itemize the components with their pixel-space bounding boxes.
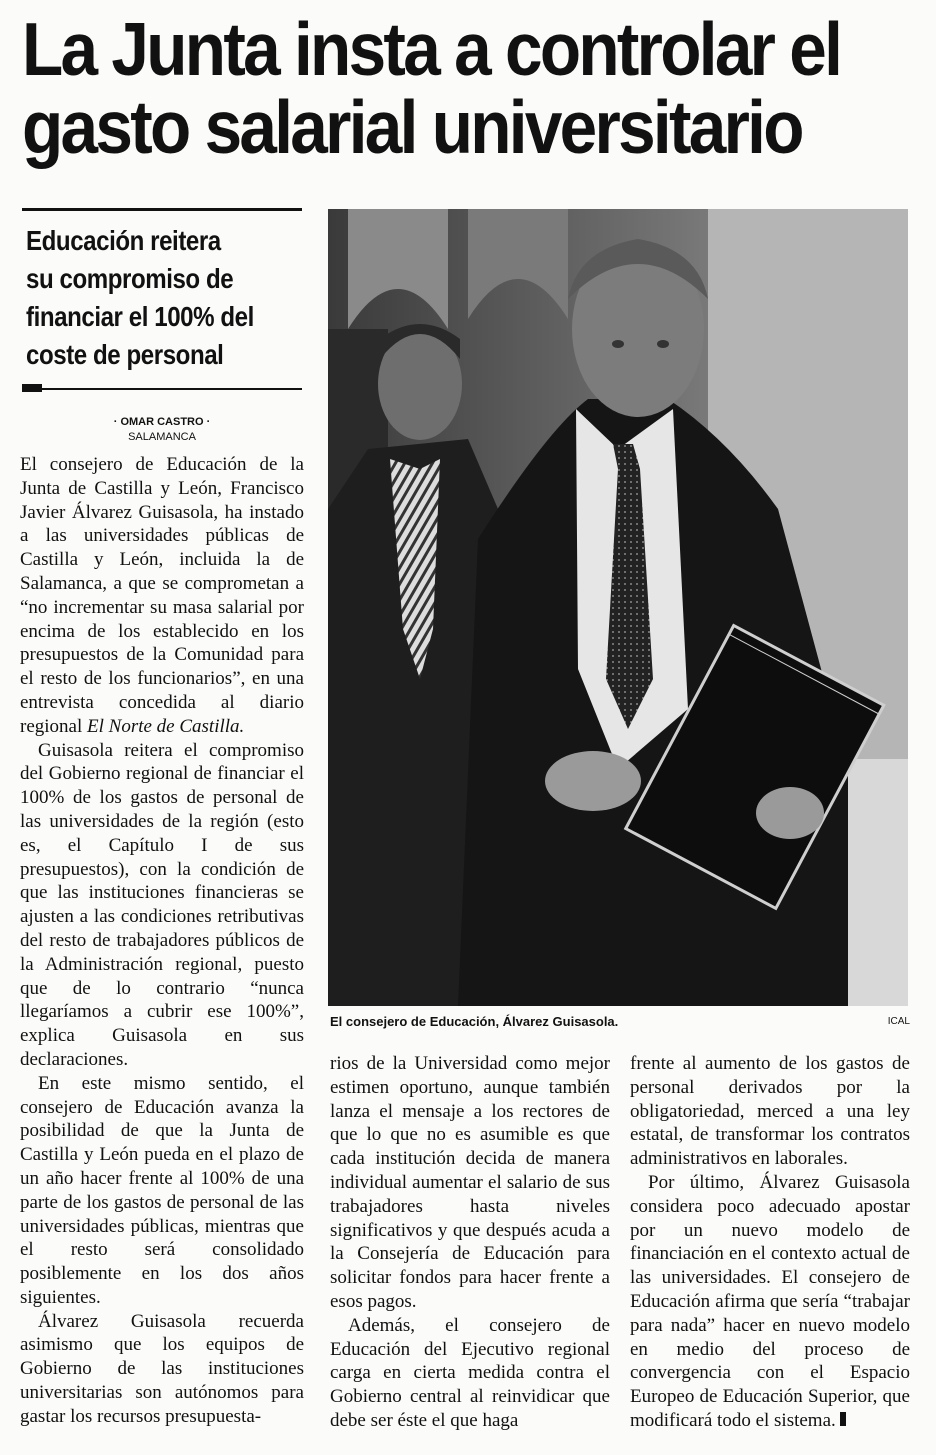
- news-photo: [328, 209, 908, 1006]
- article-column-2: [330, 1052, 610, 1433]
- paragraph-2: Guisasola reitera el compromiso del Gobierno regional de financiar el 100% de los gastos de personal de las universidades de la región (esto es, el Capítulo I de sus presupuestos), con la condición de que las instituciones financieras se ajusten a las condiciones retributivas del resto de trabajadores públicos de la Administración regional, puesto que de lo contrario “nunca llegaríamos a cubrir ese 100%”, explica Guisasola en sus declaraciones.: [20, 739, 304, 1070]
- photo-caption: El consejero de Educación, Álvarez Guisasola.: [330, 1014, 619, 1029]
- paragraph-1-text: El consejero de Educación de la Junta de Castilla y León, Francisco Javier Álvarez Guisasola, ha instado a las universidades públicas de Castilla y León, incluida la de Salamanca, a que se comprometan a “no incrementar su masa salarial por encima de los establecido en los presupuestos de la Comunidad para el resto de los funcionarios”, en una entrevista concedida al diario regional: [20, 454, 304, 737]
- section-rule-bottom: [22, 388, 302, 390]
- newspaper-name: El Norte de Castilla.: [87, 715, 245, 737]
- paragraph-6: Además, el consejero de Educación del Ejecutivo regional carga en cierta medida contra el Gobierno central al reinvidicar que debe ser éste el que haga: [330, 1314, 610, 1431]
- headline-line-1: La Junta insta a controlar el: [22, 7, 841, 91]
- subhead-line-3: financiar el 100% del: [26, 301, 254, 332]
- paragraph-8-text: Por último, Álvarez Guisasola considera poco adecuado apostar por un nuevo modelo de financiación en el contexto actual de las universidades. El consejero de Educación afirma que sería “trabajar para nada” hacer en nuevo modelo en medio del proceso de convergencia con el Espacio Europeo de Educación Superior, que modificará todo el sistema.: [630, 1171, 910, 1431]
- paragraph-8: [630, 1171, 910, 1433]
- photo-credit: ICAL: [887, 1016, 910, 1027]
- subhead-line-1: Educación reitera: [26, 225, 221, 256]
- paragraph-3: En este mismo sentido, el consejero de Educación avanza la posibilidad de que la Junta de Castilla y León pueda en el plazo de un año hacer frente al 100% de una parte de los gastos de personal de las universidades públicas, mientras que el resto será consolidado posiblemente en los dos años siguientes.: [20, 1072, 304, 1308]
- byline-location: SALAMANCA: [128, 431, 196, 443]
- article-column-1: [20, 453, 304, 1429]
- end-of-article-mark: [840, 1412, 846, 1426]
- paragraph-5: rios de la Universidad como mejor estimen oportuno, aunque también lanza el mensaje a los rectores de que lo que no es asumible es que cada institución decida de manera individual aumentar el salario de sus trabajadores hasta niveles significativos y que después acuda a la Consejería de Educación para solicitar fondos para hacer frente a esos pagos.: [330, 1053, 610, 1312]
- paragraph-7: frente al aumento de los gastos de personal derivados por la obligatoriedad, merced a una ley estatal, de transformar los contratos administrativos en laborales.: [630, 1053, 910, 1170]
- subheadline: [26, 222, 267, 374]
- photo-illustration: [328, 209, 908, 1006]
- article-column-3: [630, 1052, 910, 1433]
- byline-author: · OMAR CASTRO ·: [113, 416, 211, 428]
- paragraph-4: Álvarez Guisasola recuerda asimismo que los equipos de Gobierno de las instituciones universitarias son autónomos para gastar los recursos presupuesta-: [20, 1310, 304, 1427]
- byline: [22, 415, 302, 445]
- headline-line-2: gasto salarial universitario: [22, 85, 802, 169]
- subhead-line-2: su compromiso de: [26, 263, 234, 294]
- subhead-line-4: coste de personal: [26, 339, 224, 370]
- paragraph-1: [20, 453, 304, 739]
- headline: [22, 7, 841, 169]
- rule-marker: [22, 384, 42, 392]
- section-rule-top: [22, 208, 302, 211]
